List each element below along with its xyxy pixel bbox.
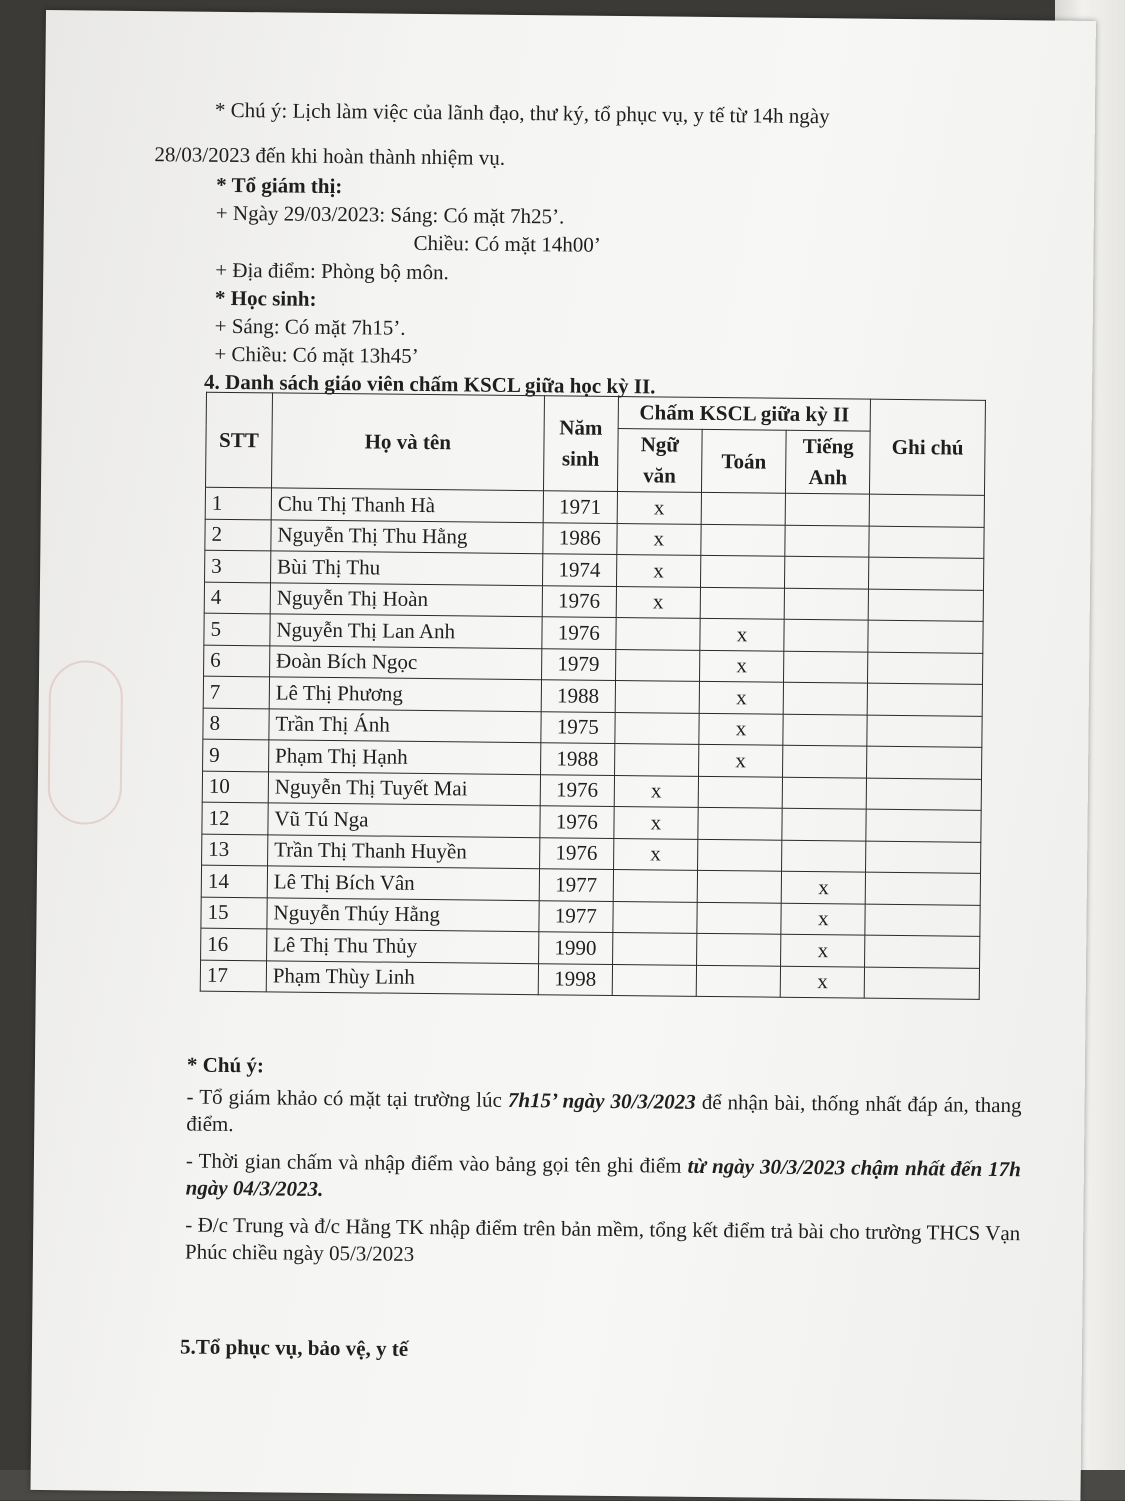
cell-note <box>868 652 983 685</box>
to-giam-thi-heading: * Tổ giám thị: <box>216 172 343 199</box>
cell-toan <box>698 776 783 808</box>
hoc-sinh-sang: + Sáng: Có mặt 7h15’. <box>214 313 406 340</box>
cell-note <box>865 935 980 968</box>
cell-van <box>614 743 699 775</box>
cell-anh: x <box>781 934 866 966</box>
cell-stt: 14 <box>201 865 267 897</box>
cell-note <box>869 494 984 527</box>
cell-name: Nguyễn Thị Hoàn <box>270 582 542 616</box>
cell-note <box>869 526 984 559</box>
cell-name: Lê Thị Thu Thủy <box>266 929 538 963</box>
cell-toan <box>700 587 785 619</box>
cell-stt: 8 <box>203 708 269 740</box>
cell-toan <box>697 870 782 902</box>
header-group: Chấm KSCL giữa kỳ II <box>618 397 871 432</box>
cell-note <box>867 778 982 811</box>
note-item-2-text-a: - Thời gian chấm và nhập điểm vào bảng gọi tên ghi điểm <box>185 1148 688 1178</box>
note-item-2 <box>186 1148 1022 1211</box>
cell-name: Lê Thị Bích Vân <box>267 866 539 900</box>
cell-anh <box>783 714 868 746</box>
cell-year: 1979 <box>541 648 615 680</box>
cell-anh <box>785 556 870 588</box>
cell-year: 1976 <box>542 585 616 617</box>
cell-year: 1988 <box>541 680 615 712</box>
cell-stt: 13 <box>202 834 268 866</box>
cell-year: 1976 <box>540 774 614 806</box>
cell-note <box>866 872 981 905</box>
cell-van <box>615 680 700 712</box>
cell-anh <box>782 840 867 872</box>
cell-year: 1976 <box>540 806 614 838</box>
cell-stt: 6 <box>204 645 270 677</box>
cell-van: x <box>613 838 698 870</box>
cell-anh <box>785 525 870 557</box>
cell-van: x <box>617 492 702 524</box>
cell-toan <box>697 902 782 934</box>
cell-stt: 3 <box>205 550 271 582</box>
cell-year: 1976 <box>539 837 613 869</box>
cell-van: x <box>614 806 699 838</box>
giam-thi-chieu: Chiều: Có mặt 14h00’ <box>413 230 601 257</box>
cell-name: Phạm Thị Hạnh <box>268 740 540 774</box>
chu-y-heading: * Chú ý: <box>186 1052 265 1078</box>
cell-name: Chu Thị Thanh Hà <box>271 488 543 522</box>
cell-stt: 12 <box>202 802 268 834</box>
note-item-3: - Đ/c Trung và đ/c Hằng TK nhập điểm trên bản mềm, tổng kết điểm trả bài cho trường THCS Vạn Phúc chiều ngày 05/3/2023 <box>184 1212 1021 1266</box>
cell-van <box>612 964 697 996</box>
cell-van: x <box>616 586 701 618</box>
cell-toan <box>697 839 782 871</box>
note-item-1 <box>186 1084 1022 1147</box>
cell-note <box>867 746 982 779</box>
document-page <box>31 10 1096 1501</box>
cell-stt: 2 <box>205 519 271 551</box>
cell-van: x <box>614 775 699 807</box>
cell-year: 1988 <box>540 743 614 775</box>
cell-toan <box>700 555 785 587</box>
cell-toan <box>701 492 786 524</box>
cell-anh: x <box>781 903 866 935</box>
cell-year: 1974 <box>542 554 616 586</box>
table-body <box>200 487 984 999</box>
cell-note <box>866 809 981 842</box>
cell-toan: x <box>699 681 784 713</box>
hoc-sinh-heading: * Học sinh: <box>214 285 317 311</box>
cell-stt: 7 <box>203 676 269 708</box>
cell-van <box>613 901 698 933</box>
giam-thi-ngay: + Ngày 29/03/2023: Sáng: Có mặt 7h25’. <box>215 200 565 229</box>
note-item-1-text-c: để nhận bài, thống nhất đáp án, thang điểm. <box>186 1089 1022 1137</box>
cell-year: 1990 <box>538 932 612 964</box>
header-toan: Toán <box>701 429 786 493</box>
cell-year: 1975 <box>541 711 615 743</box>
cell-toan: x <box>698 744 783 776</box>
cell-stt: 15 <box>201 897 267 929</box>
cell-stt: 4 <box>204 582 270 614</box>
note-line-1: * Chú ý: Lịch làm việc của lãnh đạo, thư ký, tổ phục vụ, y tế từ 14h ngày <box>214 97 830 129</box>
cell-name: Trần Thị Thanh Huyền <box>267 834 539 868</box>
cell-name: Nguyễn Thị Tuyết Mai <box>268 771 540 805</box>
cell-name: Nguyễn Thị Thu Hằng <box>271 519 543 553</box>
cell-stt: 9 <box>203 739 269 771</box>
header-note: Ghi chú <box>870 399 986 495</box>
cell-name: Nguyễn Thúy Hằng <box>267 897 539 931</box>
cell-note <box>866 841 981 874</box>
cell-van: x <box>616 555 701 587</box>
cell-anh: x <box>781 871 866 903</box>
cell-name: Bùi Thị Thu <box>270 551 542 585</box>
cell-stt: 10 <box>202 771 268 803</box>
cell-name: Lê Thị Phương <box>269 677 541 711</box>
section-5-title: 5.Tổ phục vụ, bảo vệ, y tế <box>179 1334 409 1361</box>
cell-van: x <box>617 523 702 555</box>
header-van: Ngữ văn <box>617 429 702 493</box>
cell-toan: x <box>699 713 784 745</box>
header-year: Năm sinh <box>543 396 618 492</box>
hoc-sinh-chieu: + Chiều: Có mặt 13h45’ <box>214 341 419 368</box>
cell-van <box>615 712 700 744</box>
cell-year: 1977 <box>539 900 613 932</box>
cell-name: Vũ Tú Nga <box>268 803 540 837</box>
cell-note <box>869 557 984 590</box>
note-item-2-emphasis: từ ngày 30/3/2023 chậm nhất đến 17h ngày 04/3/2023. <box>185 1153 1022 1201</box>
cell-anh <box>783 745 868 777</box>
table-row <box>200 960 979 1000</box>
cell-anh <box>782 777 867 809</box>
cell-stt: 17 <box>200 960 266 992</box>
cell-toan: x <box>700 618 785 650</box>
cell-toan: x <box>699 650 784 682</box>
cell-anh <box>785 493 870 525</box>
header-name: Họ và tên <box>271 393 544 491</box>
cell-year: 1998 <box>538 963 612 995</box>
cell-toan <box>697 933 782 965</box>
cell-van <box>612 932 697 964</box>
cell-anh <box>784 651 869 683</box>
cell-anh <box>782 808 867 840</box>
header-anh: Tiếng Anh <box>786 430 871 494</box>
cell-note <box>868 620 983 653</box>
cell-note <box>868 683 983 716</box>
note-line-2: 28/03/2023 đến khi hoàn thành nhiệm vụ. <box>154 142 506 170</box>
cell-year: 1986 <box>543 522 617 554</box>
note-item-1-text-a: - Tổ giám khảo có mặt tại trường lúc <box>186 1084 509 1112</box>
cell-anh <box>784 588 869 620</box>
cell-name: Trần Thị Ánh <box>269 708 541 742</box>
cell-anh <box>783 682 868 714</box>
cell-anh: x <box>780 966 865 998</box>
cell-note <box>865 904 980 937</box>
cell-toan <box>701 524 786 556</box>
cell-anh <box>784 619 869 651</box>
cell-year: 1977 <box>539 869 613 901</box>
section-4-title: 4. Danh sách giáo viên chấm KSCL giữa học kỳ II. <box>203 369 656 399</box>
cell-note <box>865 967 980 1000</box>
cell-name: Đoàn Bích Ngọc <box>269 645 541 679</box>
cell-name: Nguyễn Thị Lan Anh <box>270 614 542 648</box>
cell-van <box>615 649 700 681</box>
cell-note <box>867 715 982 748</box>
cell-van <box>613 869 698 901</box>
giam-thi-dia-diem: + Địa điểm: Phòng bộ môn. <box>215 257 449 285</box>
note-item-1-emphasis: 7h15’ ngày 30/3/2023 <box>507 1087 696 1114</box>
cell-van <box>616 618 701 650</box>
cell-toan <box>696 965 781 997</box>
cell-year: 1971 <box>543 491 617 523</box>
document-content <box>31 10 1096 1501</box>
cell-toan <box>698 807 783 839</box>
cell-stt: 16 <box>201 928 267 960</box>
cell-note <box>868 589 983 622</box>
cell-stt: 5 <box>204 613 270 645</box>
cell-name: Phạm Thùy Linh <box>266 960 538 994</box>
header-stt: STT <box>206 392 273 488</box>
grader-table <box>200 392 986 1000</box>
cell-year: 1976 <box>542 617 616 649</box>
cell-stt: 1 <box>205 487 271 519</box>
